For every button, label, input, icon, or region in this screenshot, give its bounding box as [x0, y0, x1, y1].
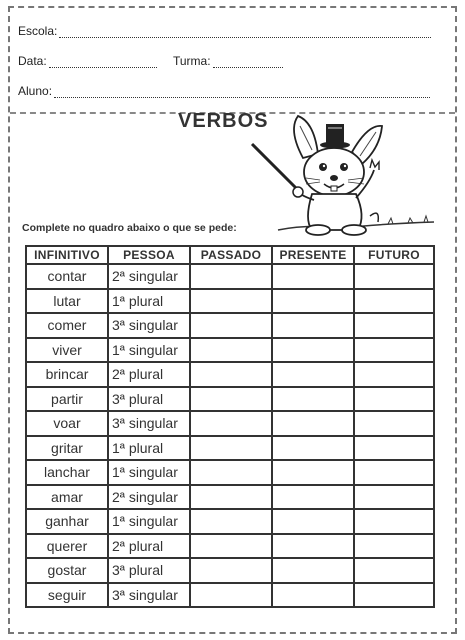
verbs-table [25, 245, 435, 608]
futuro-answer-cell[interactable] [354, 436, 434, 461]
data-label: Data: [18, 54, 47, 68]
pessoa-cell: 1ª singular [108, 338, 190, 363]
escola-line[interactable] [59, 27, 431, 38]
presente-answer-cell[interactable] [272, 509, 354, 534]
data-line[interactable] [49, 57, 157, 68]
futuro-answer-cell[interactable] [354, 460, 434, 485]
aluno-line[interactable] [54, 87, 430, 98]
table-row [26, 436, 434, 461]
table-row [26, 387, 434, 412]
table-row [26, 558, 434, 583]
column-header-passado: PASSADO [190, 246, 272, 264]
passado-answer-cell[interactable] [190, 534, 272, 559]
futuro-answer-cell[interactable] [354, 509, 434, 534]
pessoa-cell: 3ª plural [108, 558, 190, 583]
infinitivo-cell: gritar [26, 436, 108, 461]
futuro-answer-cell[interactable] [354, 289, 434, 314]
infinitivo-cell: lanchar [26, 460, 108, 485]
pessoa-cell: 1ª plural [108, 436, 190, 461]
passado-answer-cell[interactable] [190, 264, 272, 289]
pessoa-cell: 2ª singular [108, 264, 190, 289]
instruction-text: Complete no quadro abaixo o que se pede: [22, 222, 237, 234]
futuro-answer-cell[interactable] [354, 338, 434, 363]
table-row [26, 313, 434, 338]
infinitivo-cell: seguir [26, 583, 108, 608]
futuro-answer-cell[interactable] [354, 362, 434, 387]
column-header-presente: PRESENTE [272, 246, 354, 264]
presente-answer-cell[interactable] [272, 534, 354, 559]
pessoa-cell: 3ª singular [108, 313, 190, 338]
table-row [26, 264, 434, 289]
table-row [26, 289, 434, 314]
futuro-answer-cell[interactable] [354, 411, 434, 436]
data-field[interactable] [18, 54, 157, 68]
page-title: VERBOS [178, 110, 269, 132]
escola-field[interactable] [18, 24, 431, 38]
futuro-answer-cell[interactable] [354, 485, 434, 510]
presente-answer-cell[interactable] [272, 460, 354, 485]
presente-answer-cell[interactable] [272, 362, 354, 387]
infinitivo-cell: ganhar [26, 509, 108, 534]
passado-answer-cell[interactable] [190, 338, 272, 363]
presente-answer-cell[interactable] [272, 411, 354, 436]
table-header-row [26, 246, 434, 264]
infinitivo-cell: viver [26, 338, 108, 363]
futuro-answer-cell[interactable] [354, 313, 434, 338]
passado-answer-cell[interactable] [190, 313, 272, 338]
infinitivo-cell: brincar [26, 362, 108, 387]
presente-answer-cell[interactable] [272, 313, 354, 338]
table-row [26, 362, 434, 387]
infinitivo-cell: querer [26, 534, 108, 559]
column-header-futuro: FUTURO [354, 246, 434, 264]
futuro-answer-cell[interactable] [354, 558, 434, 583]
escola-label: Escola: [18, 24, 58, 38]
column-header-pessoa: PESSOA [108, 246, 190, 264]
aluno-field[interactable] [18, 84, 430, 98]
pessoa-cell: 2ª singular [108, 485, 190, 510]
presente-answer-cell[interactable] [272, 436, 354, 461]
passado-answer-cell[interactable] [190, 387, 272, 412]
header-section [10, 8, 455, 114]
passado-answer-cell[interactable] [190, 583, 272, 608]
table-row [26, 534, 434, 559]
pessoa-cell: 3ª plural [108, 387, 190, 412]
turma-field[interactable] [173, 54, 283, 68]
presente-answer-cell[interactable] [272, 583, 354, 608]
passado-answer-cell[interactable] [190, 411, 272, 436]
table-row [26, 411, 434, 436]
presente-answer-cell[interactable] [272, 289, 354, 314]
pessoa-cell: 3ª singular [108, 411, 190, 436]
column-header-infinitivo: INFINITIVO [26, 246, 108, 264]
table-row [26, 460, 434, 485]
infinitivo-cell: partir [26, 387, 108, 412]
pessoa-cell: 3ª singular [108, 583, 190, 608]
pessoa-cell: 1ª singular [108, 509, 190, 534]
infinitivo-cell: amar [26, 485, 108, 510]
turma-label: Turma: [173, 54, 211, 68]
pessoa-cell: 2ª plural [108, 362, 190, 387]
table-row [26, 583, 434, 608]
pessoa-cell: 1ª plural [108, 289, 190, 314]
infinitivo-cell: gostar [26, 558, 108, 583]
infinitivo-cell: voar [26, 411, 108, 436]
passado-answer-cell[interactable] [190, 460, 272, 485]
presente-answer-cell[interactable] [272, 558, 354, 583]
passado-answer-cell[interactable] [190, 289, 272, 314]
infinitivo-cell: contar [26, 264, 108, 289]
pessoa-cell: 1ª singular [108, 460, 190, 485]
infinitivo-cell: comer [26, 313, 108, 338]
futuro-answer-cell[interactable] [354, 534, 434, 559]
table-row [26, 338, 434, 363]
pessoa-cell: 2ª plural [108, 534, 190, 559]
rabbit-illustration [248, 112, 438, 242]
presente-answer-cell[interactable] [272, 338, 354, 363]
presente-answer-cell[interactable] [272, 485, 354, 510]
passado-answer-cell[interactable] [190, 436, 272, 461]
presente-answer-cell[interactable] [272, 264, 354, 289]
infinitivo-cell: lutar [26, 289, 108, 314]
aluno-label: Aluno: [18, 84, 53, 98]
passado-answer-cell[interactable] [190, 558, 272, 583]
table-row [26, 509, 434, 534]
passado-answer-cell[interactable] [190, 485, 272, 510]
futuro-answer-cell[interactable] [354, 583, 434, 608]
passado-answer-cell[interactable] [190, 362, 272, 387]
table-body [26, 264, 434, 607]
presente-answer-cell[interactable] [272, 387, 354, 412]
turma-line[interactable] [213, 57, 283, 68]
passado-answer-cell[interactable] [190, 509, 272, 534]
futuro-answer-cell[interactable] [354, 387, 434, 412]
table-row [26, 485, 434, 510]
futuro-answer-cell[interactable] [354, 264, 434, 289]
